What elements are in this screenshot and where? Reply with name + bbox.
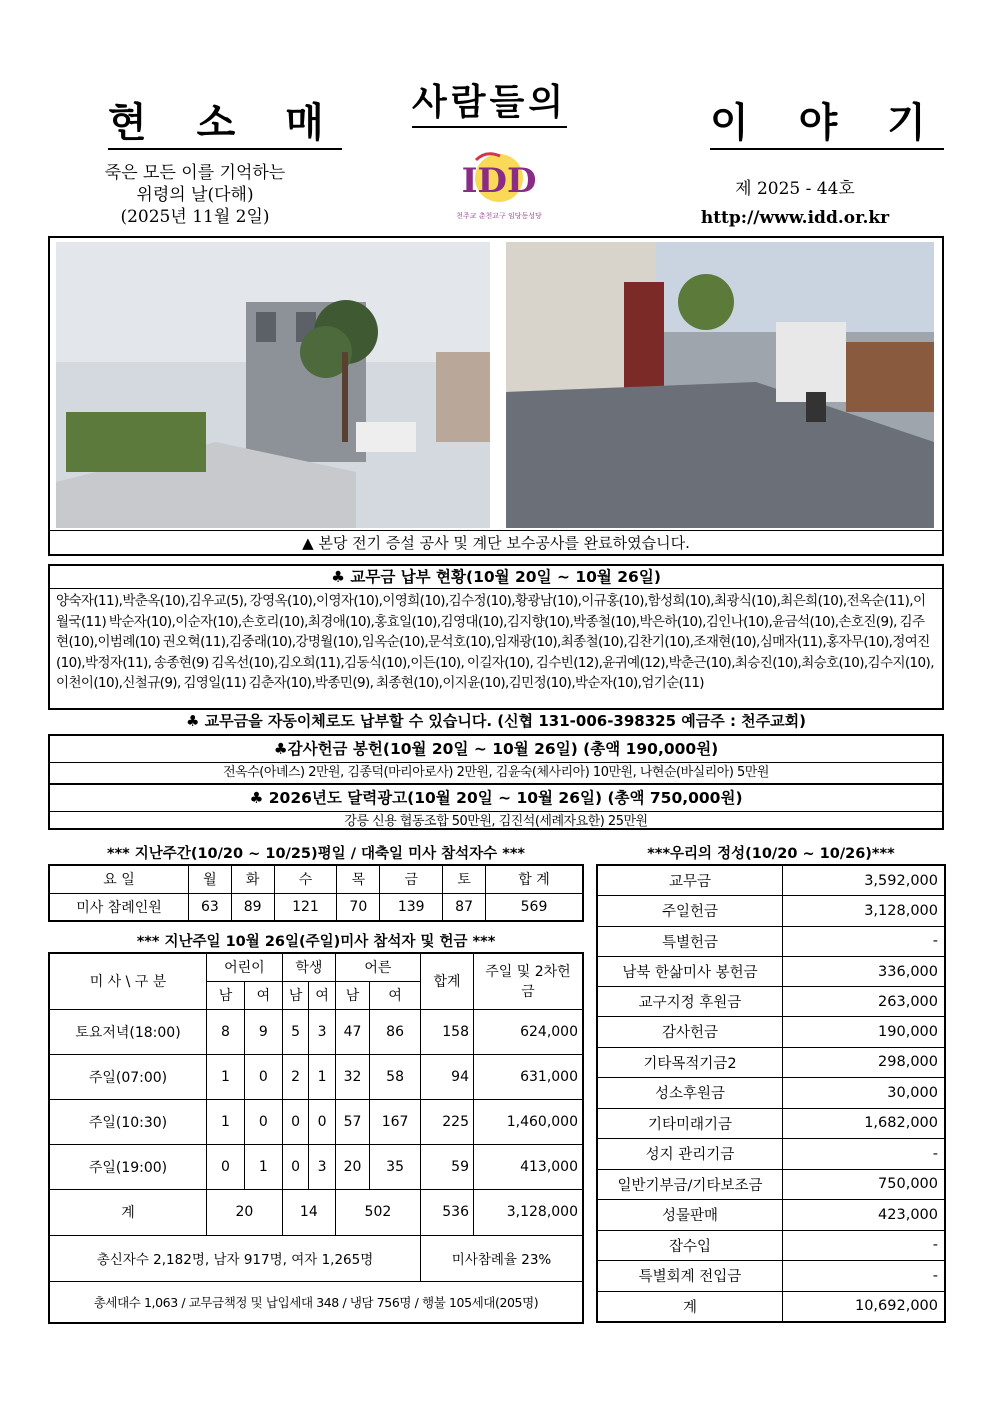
total-header: 합계 bbox=[421, 953, 474, 1009]
weekday-total: 569 bbox=[486, 893, 584, 921]
offering-label: 계 bbox=[597, 1291, 783, 1322]
mass-value: 5 bbox=[282, 1009, 309, 1054]
group-students: 학생 bbox=[282, 953, 335, 981]
sunday-mass-title: *** 지난주일 10월 26일(주일)미사 참석자 및 헌금 *** bbox=[136, 934, 496, 950]
offering-row bbox=[597, 1169, 945, 1200]
weekday-header-total: 합 계 bbox=[486, 865, 584, 893]
offering-label: 일반기부금/기타보조금 bbox=[597, 1169, 783, 1200]
title-center: 사람들의 bbox=[412, 78, 567, 128]
weekday-header-tue: 화 bbox=[231, 865, 274, 893]
mass-offering: 624,000 bbox=[474, 1009, 584, 1054]
offering-label: 기타목적기금2 bbox=[597, 1047, 783, 1078]
offerings-table bbox=[596, 864, 946, 1323]
mass-value: 35 bbox=[370, 1144, 421, 1189]
logo-caption: 천주교 춘천교구 임당동성당 bbox=[456, 212, 542, 220]
thanks-title: ♣감사헌금 봉헌(10월 20일 ~ 10월 26일) (총액 190,000원) bbox=[50, 736, 942, 763]
dues-names: 양숙자(11),박춘옥(10),김우교(5), 강영옥(10),이영자(10),이영희(10),김수정(10),황광남(10),이규홍(10),함성희(10),최광식(10),최은희(10),전옥순(11),이월국(11) 박순자(10),이순자(10),손호리(10),최경애(10),홍효일(10),김영대(10),김지향(10),박종철(10),박은하(10),김인나(10),윤금석(10),손호진(9), 김주현(10),이범례(10) 권오혁(11),김중래(10),강명월(10),임옥순(10),문석호(10),임재광(10),최종철(10),김찬기(10),조재현(10),심매자(11),홍자무(10),정여진(10),박정자(11), 송종현(9) 김옥선(10),김오희(11),김동식(10),이든(10), 이길자(10), 김수빈(12),윤귀예(12),박춘근(10),최승진(10),최승호(10),김수지(10),이천이(10),신철규(9), 김영일(11) 김춘자(10),박종민(9), 최종현(10),이지윤(10),김민정(10),박순자(10),엄기순(11) bbox=[56, 593, 934, 691]
offering-amount: 336,000 bbox=[783, 957, 946, 987]
mass-row bbox=[49, 1144, 583, 1189]
photo-panel bbox=[48, 236, 944, 556]
building-photo bbox=[56, 242, 490, 528]
parish-logo bbox=[456, 148, 542, 224]
sub-male: 남 bbox=[335, 981, 369, 1009]
offering-amount: - bbox=[783, 926, 946, 957]
sum-adults: 502 bbox=[335, 1189, 420, 1235]
offering-amount: 190,000 bbox=[783, 1017, 946, 1048]
offering-row bbox=[597, 926, 945, 957]
auto-transfer-notice: ♣ 교무금을 자동이체로도 납부할 수 있습니다. (신협 131-006-398325 예금주 : 천주교회) bbox=[185, 712, 806, 730]
website-link[interactable]: http://www.idd.or.kr bbox=[700, 208, 890, 228]
offering-label: 성지 관리기금 bbox=[597, 1139, 783, 1170]
offering-amount: - bbox=[783, 1230, 946, 1261]
subtitle-line-2: 위령의 날(다해) bbox=[136, 185, 254, 205]
offering-row bbox=[597, 896, 945, 927]
title-left: 현 소 매 bbox=[108, 98, 342, 150]
sum-offering: 3,128,000 bbox=[474, 1189, 584, 1235]
mass-value: 1 bbox=[244, 1144, 282, 1189]
offering-label: 특별헌금 bbox=[597, 926, 783, 957]
mass-value: 0 bbox=[282, 1144, 309, 1189]
weekday-header-thu: 목 bbox=[337, 865, 380, 893]
sum-total: 536 bbox=[421, 1189, 474, 1235]
offering-row bbox=[597, 1139, 945, 1170]
offering-amount: 10,692,000 bbox=[783, 1291, 946, 1322]
weekday-header-day: 요 일 bbox=[49, 865, 189, 893]
weekday-fri: 139 bbox=[380, 893, 443, 921]
weekday-header-fri: 금 bbox=[380, 865, 443, 893]
believers-summary: 총신자수 2,182명, 남자 917명, 여자 1,265명 bbox=[49, 1235, 421, 1281]
offering-label: 주일헌금 bbox=[597, 896, 783, 927]
weekday-row-label: 미사 참례인원 bbox=[49, 893, 189, 921]
dues-box bbox=[48, 564, 944, 710]
weekday-thu: 70 bbox=[337, 893, 380, 921]
mass-value: 0 bbox=[244, 1054, 282, 1099]
offering-label: 특별회계 전입금 bbox=[597, 1261, 783, 1292]
sunday-col-header: 미 사 \ 구 분 bbox=[49, 953, 207, 1009]
mass-value: 0 bbox=[207, 1144, 245, 1189]
sum-children: 20 bbox=[207, 1189, 283, 1235]
offering-row bbox=[597, 865, 945, 896]
offering-row bbox=[597, 1017, 945, 1048]
thanks-body: 전옥수(아녜스) 2만원, 김종덕(마리아로사) 2만원, 김윤숙(체사리아) 10만원, 나현순(바실리아) 5만원 bbox=[50, 763, 942, 785]
offering-amount: - bbox=[783, 1139, 946, 1170]
offering-label: 성소후원금 bbox=[597, 1078, 783, 1109]
offering-amount: 3,592,000 bbox=[783, 865, 946, 896]
stairs-photo bbox=[506, 242, 934, 528]
weekday-header-sat: 토 bbox=[443, 865, 486, 893]
weekday-header-wed: 수 bbox=[274, 865, 337, 893]
weekday-mass-title: *** 지난주간(10/20 ~ 10/25)평일 / 대축일 미사 참석자수 *** bbox=[107, 846, 525, 862]
offering-label: 감사헌금 bbox=[597, 1017, 783, 1048]
offering-amount: 298,000 bbox=[783, 1047, 946, 1078]
dues-title: ♣ 교무금 납부 현황(10월 20일 ~ 10월 26일) bbox=[50, 566, 942, 589]
mass-value: 57 bbox=[335, 1099, 369, 1144]
offering-label: 성물판매 bbox=[597, 1200, 783, 1231]
offering-amount: 423,000 bbox=[783, 1200, 946, 1231]
weekday-sat: 87 bbox=[443, 893, 486, 921]
mass-value: 1 bbox=[309, 1054, 336, 1099]
mass-total: 158 bbox=[421, 1009, 474, 1054]
mass-name: 주일(07:00) bbox=[49, 1054, 207, 1099]
offering-row bbox=[597, 1230, 945, 1261]
offering-row bbox=[597, 1200, 945, 1231]
sum-label: 계 bbox=[49, 1189, 207, 1235]
mass-total: 94 bbox=[421, 1054, 474, 1099]
mass-offering: 1,460,000 bbox=[474, 1099, 584, 1144]
logo-letters: IDD bbox=[461, 161, 537, 201]
mass-value: 0 bbox=[244, 1099, 282, 1144]
offering-label: 기타미래기금 bbox=[597, 1108, 783, 1139]
mass-total: 225 bbox=[421, 1099, 474, 1144]
offering-amount: 30,000 bbox=[783, 1078, 946, 1109]
subtitle bbox=[60, 162, 330, 228]
calendar-body: 강릉 신용 협동조합 50만원, 김진석(세례자요한) 25만원 bbox=[344, 814, 648, 829]
mass-sum-row bbox=[49, 1189, 583, 1235]
household-summary: 총세대수 1,063 / 교무금책정 및 납입세대 348 / 냉담 756명 / 행불 105세대(205명) bbox=[49, 1281, 583, 1323]
offering-amount: 1,682,000 bbox=[783, 1108, 946, 1139]
calendar-title: ♣ 2026년도 달력광고(10월 20일 ~ 10월 26일) (총액 750,000원) bbox=[50, 785, 942, 812]
group-children: 어린이 bbox=[207, 953, 283, 981]
weekday-mass-table bbox=[48, 864, 584, 922]
mass-value: 2 bbox=[282, 1054, 309, 1099]
offering-amount: - bbox=[783, 1261, 946, 1292]
mass-name: 주일(10:30) bbox=[49, 1099, 207, 1144]
offerings-title: ***우리의 정성(10/20 ~ 10/26)*** bbox=[647, 846, 895, 862]
offering-label: 남북 한삶미사 봉헌금 bbox=[597, 957, 783, 987]
offering-label: 잡수입 bbox=[597, 1230, 783, 1261]
offering-label: 교무금 bbox=[597, 865, 783, 896]
weekday-mon: 63 bbox=[189, 893, 232, 921]
offering-row bbox=[597, 1047, 945, 1078]
mass-row bbox=[49, 1099, 583, 1144]
mass-value: 1 bbox=[207, 1054, 245, 1099]
mass-value: 9 bbox=[244, 1009, 282, 1054]
mass-value: 86 bbox=[370, 1009, 421, 1054]
offering-row bbox=[597, 987, 945, 1017]
offering-notice-box bbox=[48, 734, 944, 830]
offering-row bbox=[597, 957, 945, 987]
mass-offering: 413,000 bbox=[474, 1144, 584, 1189]
sum-students: 14 bbox=[282, 1189, 335, 1235]
mass-name: 주일(19:00) bbox=[49, 1144, 207, 1189]
mass-row bbox=[49, 1054, 583, 1099]
mass-value: 1 bbox=[207, 1099, 245, 1144]
offering-label: 교구지정 후원금 bbox=[597, 987, 783, 1017]
title-right: 이 야 기 bbox=[710, 98, 944, 150]
sub-male: 남 bbox=[282, 981, 309, 1009]
sunday-mass-table bbox=[48, 952, 584, 1324]
weekday-wed: 121 bbox=[274, 893, 337, 921]
mass-value: 20 bbox=[335, 1144, 369, 1189]
subtitle-line-1: 죽은 모든 이를 기억하는 bbox=[104, 163, 286, 183]
sub-female: 여 bbox=[244, 981, 282, 1009]
offering-header: 주일 및 2차헌금 bbox=[474, 953, 584, 1009]
sub-male: 남 bbox=[207, 981, 245, 1009]
weekday-tue: 89 bbox=[231, 893, 274, 921]
offering-row bbox=[597, 1261, 945, 1292]
subtitle-line-3: (2025년 11월 2일) bbox=[120, 207, 270, 227]
mass-value: 0 bbox=[282, 1099, 309, 1144]
issue-number: 제 2025 - 44호 bbox=[735, 179, 855, 199]
mass-name: 토요저녁(18:00) bbox=[49, 1009, 207, 1054]
mass-value: 47 bbox=[335, 1009, 369, 1054]
sub-female: 여 bbox=[370, 981, 421, 1009]
mass-value: 3 bbox=[309, 1144, 336, 1189]
offering-amount: 3,128,000 bbox=[783, 896, 946, 927]
mass-offering: 631,000 bbox=[474, 1054, 584, 1099]
mass-value: 167 bbox=[370, 1099, 421, 1144]
group-adults: 어른 bbox=[335, 953, 420, 981]
sub-female: 여 bbox=[309, 981, 336, 1009]
mass-value: 32 bbox=[335, 1054, 369, 1099]
mass-value: 0 bbox=[309, 1099, 336, 1144]
photo-caption: ▲ 본당 전기 증설 공사 및 계단 보수공사를 완료하였습니다. bbox=[50, 530, 942, 555]
offering-amount: 263,000 bbox=[783, 987, 946, 1017]
offering-row bbox=[597, 1078, 945, 1109]
offering-row bbox=[597, 1108, 945, 1139]
mass-value: 3 bbox=[309, 1009, 336, 1054]
mass-row bbox=[49, 1009, 583, 1054]
mass-value: 8 bbox=[207, 1009, 245, 1054]
mass-total: 59 bbox=[421, 1144, 474, 1189]
offering-amount: 750,000 bbox=[783, 1169, 946, 1200]
weekday-header-mon: 월 bbox=[189, 865, 232, 893]
attendance-rate: 미사참례율 23% bbox=[421, 1235, 584, 1281]
offering-row bbox=[597, 1291, 945, 1322]
mass-value: 58 bbox=[370, 1054, 421, 1099]
